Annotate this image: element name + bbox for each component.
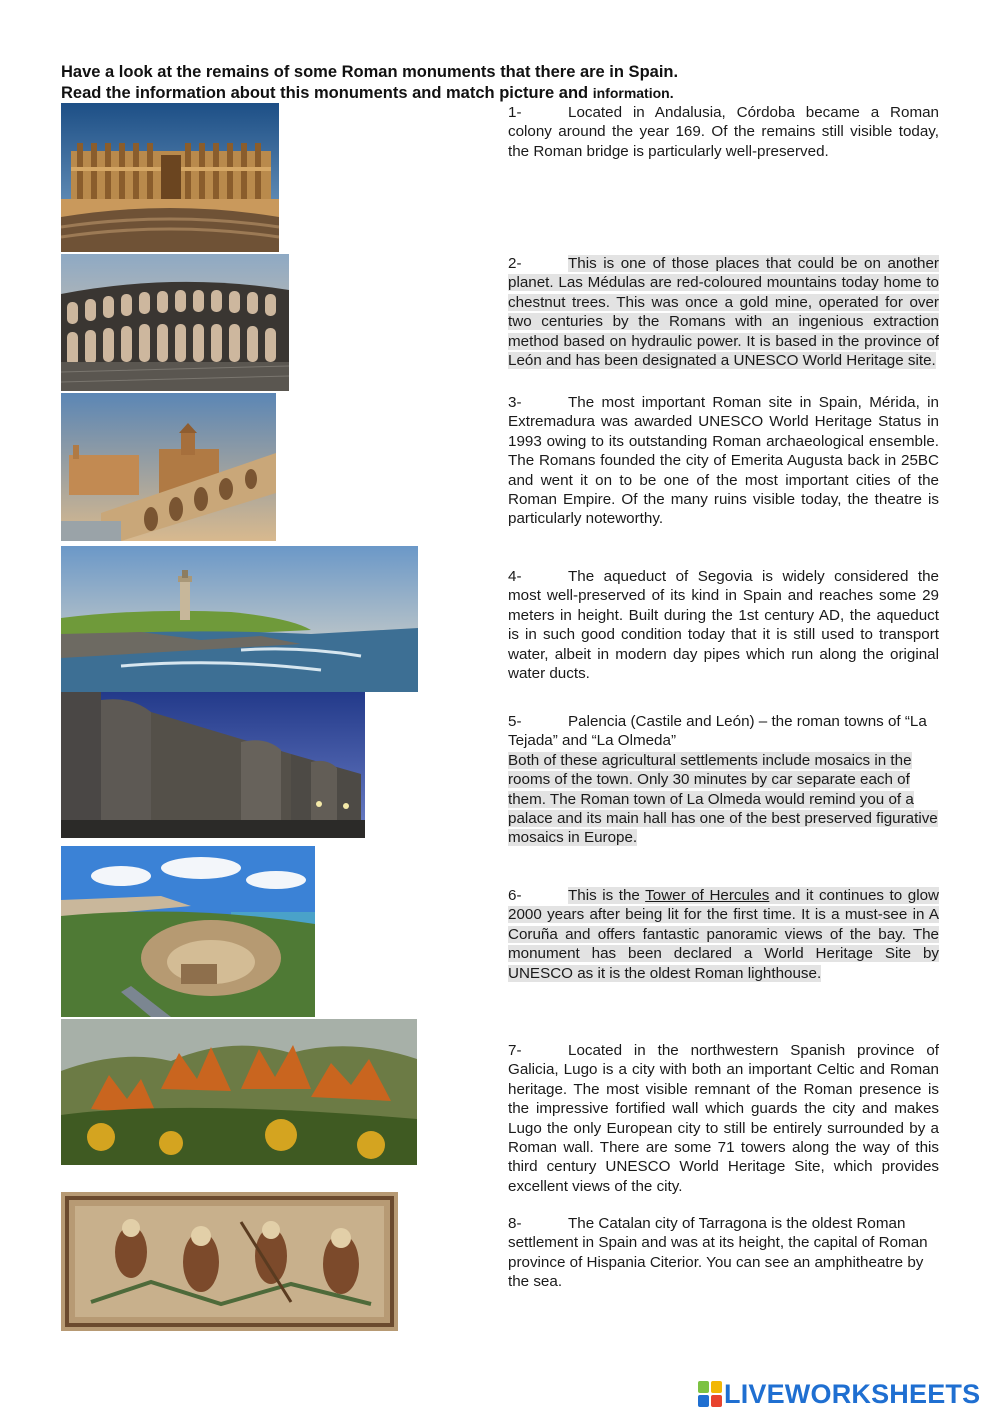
info-item-2 <box>508 254 939 370</box>
info-item-5 <box>508 712 939 848</box>
item-extra-text: Both of these agricultural settlements include mosaics in the rooms of the town. Only 30 minutes by car separate each of them. The Roman town of La Olmeda would remind you of a palace and its main hall has one of the best preserved figurative mosaics in Europe. <box>508 751 938 847</box>
info-item-3 <box>508 393 939 529</box>
picture-roman-mosaic <box>61 1192 398 1331</box>
item-text: This is one of those places that could be on another planet. Las Médulas are red-coloured mountains today home to chestnut trees. This was once a gold mine, operated for over two centuries by the Romans with an ingenious extraction method based on hydraulic power. It is based in the province of León and has been designated a UNESCO World Heritage site. <box>508 255 939 370</box>
item-number: 5- <box>508 713 522 730</box>
item-text: The Catalan city of Tarragona is the oldest Roman settlement in Spain and was at its height, the capital of Roman province of Hispania Citerior. You can see an amphitheatre by the sea. <box>508 1215 928 1291</box>
picture-segovia-aqueduct <box>61 254 289 391</box>
item-number: 3- <box>508 394 522 411</box>
instructions-line-2-small: information. <box>592 85 674 101</box>
picture-las-medulas <box>61 1019 417 1165</box>
item-number: 4- <box>508 568 522 585</box>
aqueduct-icon <box>61 254 289 391</box>
picture-tarragona-amphitheatre <box>61 846 315 1017</box>
picture-cordoba-bridge <box>61 393 276 541</box>
roman-theatre-icon <box>61 103 279 252</box>
brand-name: LIVEWORKSHEETS <box>724 1378 981 1409</box>
info-item-1 <box>508 103 939 161</box>
item-text-after: and it continues to glow 2000 years after being lit for the first time. It is a must-see in A Coruña and offers fantastic panoramic views of the bay. The monument has been declared a World Heritage Site by UNESCO as it is the oldest Roman lighthouse. <box>508 887 939 982</box>
item-number: 8- <box>508 1215 522 1232</box>
info-item-4 <box>508 567 939 683</box>
roman-bridge-icon <box>61 393 276 541</box>
item-text: Located in the northwestern Spanish province of Galicia, Lugo is a city with both an important Celtic and Roman heritage. The most visible remnant of the Roman presence is the impressive fortified wall which guards the city and makes Lugo the only European city to still be entirely surrounded by a Roman wall. There are some 71 towers along the way of this third century UNESCO World Heritage Site, which provides excellent views of the city. <box>508 1042 939 1195</box>
item-number: 1- <box>508 104 522 121</box>
instructions-line-2 <box>61 83 674 103</box>
medulas-mountains-icon <box>61 1019 417 1165</box>
item-number: 2- <box>508 255 522 272</box>
liveworksheets-logo-icon <box>698 1381 722 1407</box>
roman-wall-icon <box>61 692 365 838</box>
picture-roman-theatre <box>61 103 279 252</box>
mosaic-icon <box>61 1192 398 1331</box>
instructions-line-2-main: Read the information about this monuments and match picture and <box>61 84 589 102</box>
picture-lugo-wall <box>61 692 365 838</box>
item-text: Located in Andalusia, Córdoba became a Roman colony around the year 169. Of the remains still visible today, the Roman bridge is particularly well-preserved. <box>508 104 939 160</box>
item-text: Palencia (Castile and León) – the roman towns of “La Tejada” and “La Olmeda” <box>508 713 927 750</box>
instructions-line-1: Have a look at the remains of some Roman monuments that there are in Spain. <box>61 63 679 81</box>
item-text-before: This is the <box>568 887 646 904</box>
item-text: The aqueduct of Segovia is widely considered the most well-preserved of its kind in Spain and reaches some 29 meters in height. Built during the 1st century AD, the aqueduct is in such good condition today that it is still used to transport water, albeit in modern day pipes which run along the original water ducts. <box>508 568 939 683</box>
tower-of-hercules-link[interactable]: Tower of Hercules <box>645 887 770 904</box>
info-item-8 <box>508 1214 939 1292</box>
item-text: The most important Roman site in Spain, Mérida, in Extremadura was awarded UNESCO World Heritage Status in 1993 owing to its outstanding Roman archaeological ensemble. The Romans founded the city of Emerita Augusta back in 25BC and went it on to be one of the most important cities of the Roman Empire. Of the many ruins visible today, the theatre is particularly noteworthy. <box>508 394 939 528</box>
info-item-6 <box>508 886 939 983</box>
item-number: 7- <box>508 1042 522 1059</box>
lighthouse-icon <box>61 546 418 692</box>
info-item-7 <box>508 1041 939 1196</box>
item-number: 6- <box>508 887 522 904</box>
liveworksheets-brand[interactable] <box>698 1378 998 1410</box>
picture-tower-of-hercules <box>61 546 418 692</box>
amphitheatre-icon <box>61 846 315 1017</box>
